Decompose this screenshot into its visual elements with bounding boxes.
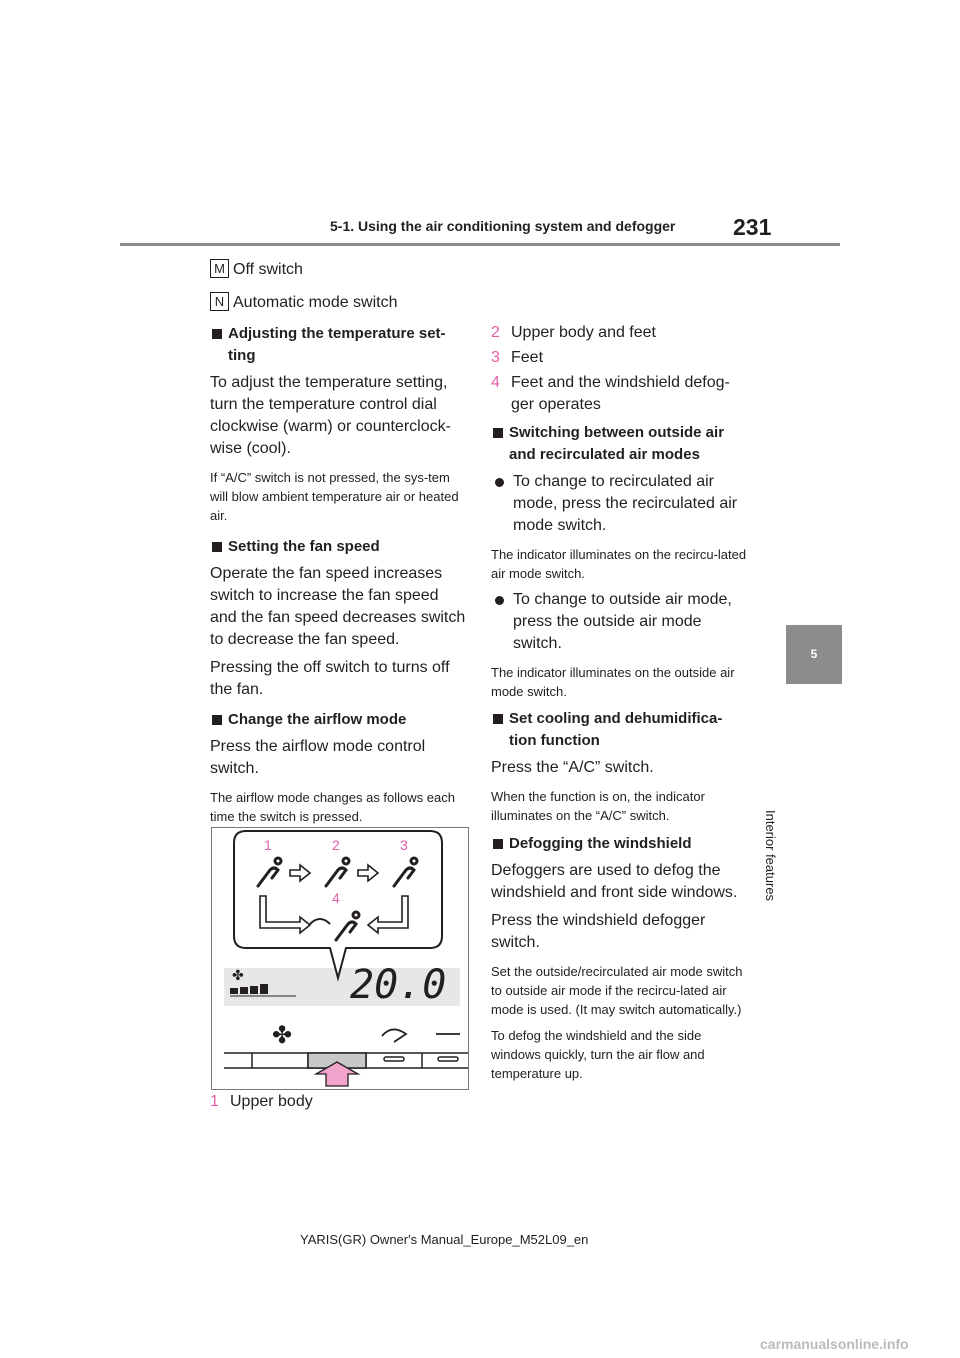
recirc-bullet-2: To change to outside air mode, press the outside air mode switch.	[491, 589, 749, 655]
mode-text: Upper body and feet	[511, 324, 656, 341]
mode-item-2	[491, 322, 749, 344]
key-letter: M	[210, 259, 229, 278]
airflow-mode-figure	[211, 827, 469, 1090]
cooling-body: Press the “A/C” switch.	[491, 759, 654, 776]
key-item-off-switch	[210, 259, 303, 281]
recirc-heading: Switching between outside air and recirculated air modes	[491, 422, 749, 466]
switch-indicator	[438, 1057, 458, 1061]
temperature-readout: 20.0	[350, 962, 447, 1008]
header-divider	[120, 243, 840, 246]
watermark: carmanualsonline.info	[760, 1336, 909, 1352]
defog-body: Defoggers are used to defog the windshield and front side windows.	[491, 862, 738, 901]
footer-manual-id: YARIS(GR) Owner's Manual_Europe_M52L09_en	[300, 1232, 589, 1247]
defog-press-body: Press the windshield defogger switch.	[491, 912, 706, 951]
switch-indicator	[384, 1057, 404, 1061]
cooling-heading: Set cooling and dehumidifica-tion function	[491, 708, 749, 752]
temp-note: If “A/C” switch is not pressed, the sys-tem will blow ambient temperature air or heated air.	[210, 470, 459, 523]
defog-note-1: Set the outside/recirculated air mode switch to outside air mode if the recircu-lated air mode is used. (It may switch automatically.)	[491, 964, 743, 1017]
recirc-note-2: The indicator illuminates on the outside air mode switch.	[491, 665, 735, 699]
page-number: 231	[733, 214, 772, 240]
mode-label-2: 2	[332, 837, 340, 853]
chapter-tab-label: Interior features	[763, 810, 778, 902]
fan-switch-icon: ✤	[272, 1021, 293, 1049]
mode-number: 2	[491, 324, 500, 341]
mode-text: Upper body	[230, 1093, 313, 1110]
mode-item-1	[210, 1091, 313, 1113]
recirc-note-1: The indicator illuminates on the recircu-lated air mode switch.	[491, 547, 747, 581]
key-text: Off switch	[233, 261, 303, 278]
airflow-heading: Change the airflow mode	[210, 709, 468, 731]
fan-body: Operate the fan speed increases switch to increase the fan speed and the fan speed decreases switch to decrease the fan speed.	[210, 565, 466, 648]
temp-body: To adjust the temperature setting, turn the temperature control dial clockwise (warm) or counterclock-wise (cool).	[210, 374, 451, 457]
defog-note-2: To defog the windshield and the side windows quickly, turn the air flow and temperature up.	[491, 1028, 705, 1081]
key-text: Automatic mode switch	[233, 294, 398, 311]
mode-label-3: 3	[400, 837, 408, 853]
mode-number: 3	[491, 349, 500, 366]
fan-off-body: Pressing the off switch to turns off the fan.	[210, 659, 450, 698]
defog-heading: Defogging the windshield	[491, 833, 749, 855]
recirculate-icon	[382, 1029, 406, 1042]
temp-heading: Adjusting the temperature set- ting	[210, 323, 468, 367]
airflow-diagram	[212, 828, 468, 1089]
mode-number: 1	[210, 1093, 219, 1110]
airflow-note: The airflow mode changes as follows each time the switch is pressed.	[210, 790, 455, 824]
mode-item-4	[491, 372, 749, 416]
fan-icon: ✤	[232, 968, 244, 984]
section-title: 5-1. Using the air conditioning system and defogger	[330, 218, 676, 234]
right-column	[491, 322, 749, 1083]
mode-label-1: 1	[264, 837, 272, 853]
mode-number: 4	[491, 374, 500, 391]
fan-heading: Setting the fan speed	[210, 536, 468, 558]
recirc-bullet-1: To change to recirculated air mode, press the recirculated air mode switch.	[491, 471, 749, 537]
key-item-auto-switch	[210, 292, 398, 314]
chapter-tab: 5	[786, 625, 842, 684]
mode-label-4: 4	[332, 890, 340, 906]
mode-text: Feet and the windshield defog-ger operates	[511, 374, 730, 413]
airflow-body: Press the airflow mode control switch.	[210, 738, 426, 777]
mode-item-3	[491, 347, 749, 369]
mode-text: Feet	[511, 349, 544, 366]
key-letter: N	[210, 292, 229, 311]
left-column	[210, 323, 468, 826]
cooling-note: When the function is on, the indicator illuminates on the “A/C” switch.	[491, 789, 705, 823]
